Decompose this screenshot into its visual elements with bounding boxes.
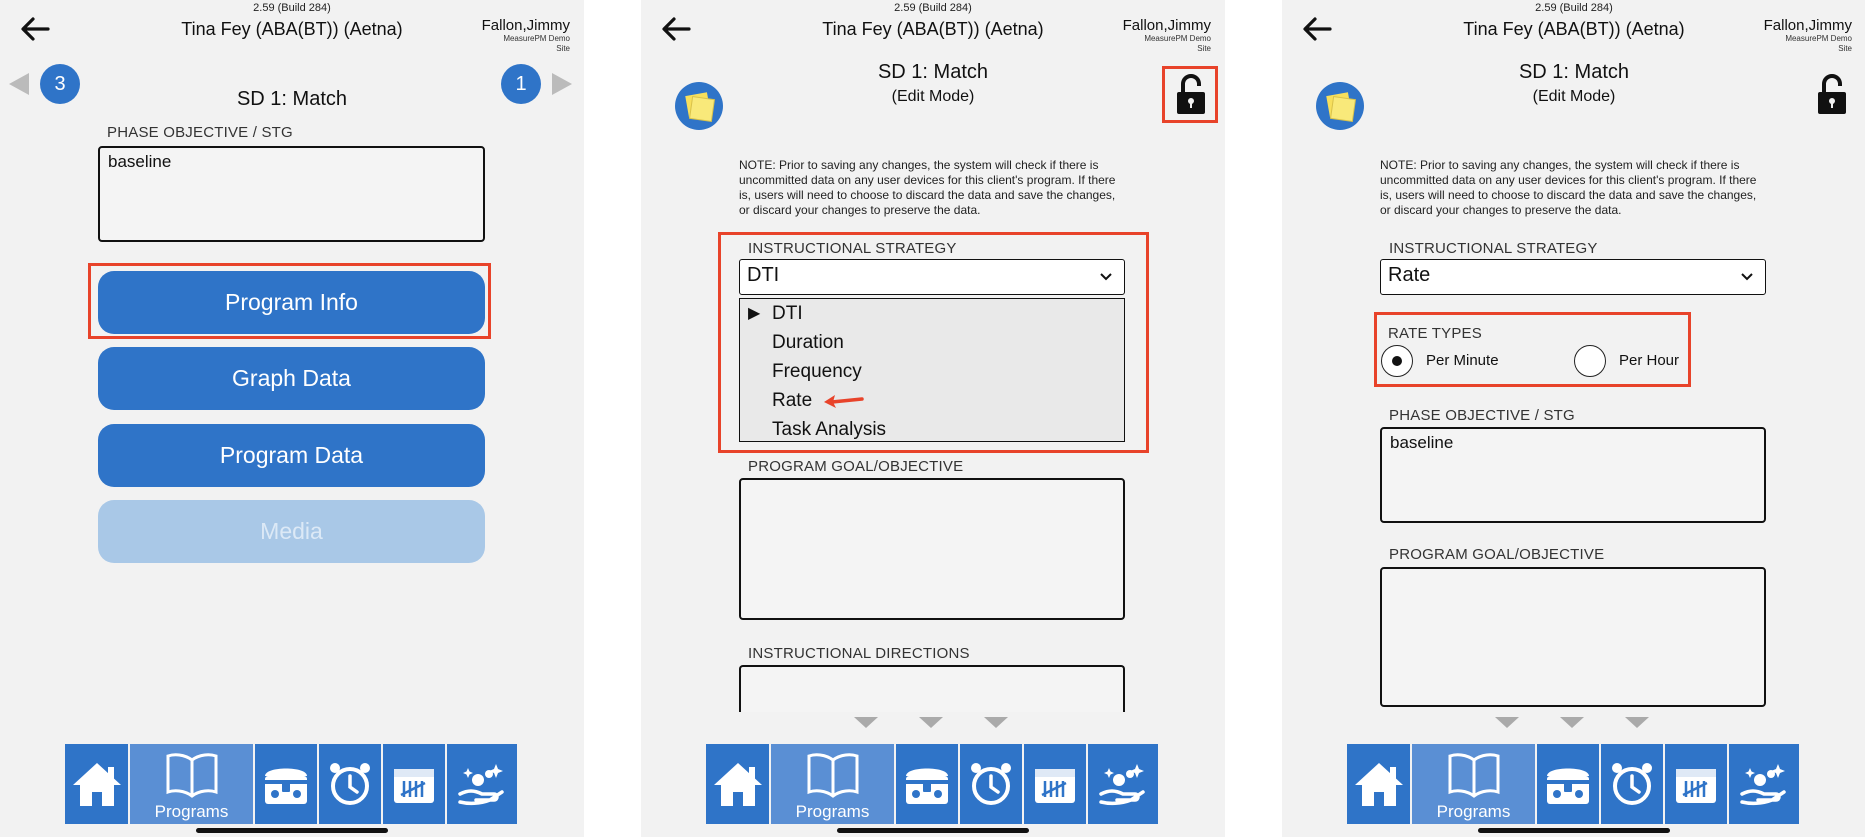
tab-timer[interactable] [960, 744, 1024, 824]
scroll-indicator [1560, 717, 1584, 728]
chevron-down-icon [1098, 268, 1114, 284]
tab-behavior[interactable] [1088, 744, 1158, 824]
option-frequency-label: Frequency [772, 361, 862, 382]
scroll-indicator [1495, 717, 1519, 728]
book-icon [1446, 752, 1502, 798]
home-icon [711, 759, 765, 809]
calendar-tally-icon [390, 761, 438, 807]
instructional-strategy-select[interactable] [739, 259, 1125, 295]
user-site: Site [1838, 44, 1852, 53]
save-note: NOTE: Prior to saving any changes, the system will check if there is uncommitted data on any user devices for this client's program. If there is, users will need to choose to discard the data and save the changes, or discard your changes to preserve the data. [1380, 158, 1757, 217]
home-indicator [1478, 828, 1670, 833]
per-hour-radio[interactable] [1574, 345, 1606, 377]
next-program-count[interactable]: 1 [501, 64, 541, 104]
bottom-tab-bar [706, 744, 1158, 824]
tab-home[interactable] [65, 744, 130, 824]
app-version: 2.59 (Build 284) [253, 2, 331, 14]
rate-types-label: RATE TYPES [1388, 325, 1482, 342]
edit-mode-label: (Edit Mode) [1532, 88, 1616, 105]
edit-mode-label: (Edit Mode) [891, 88, 975, 105]
alarm-clock-icon [967, 760, 1015, 808]
per-hour-label: Per Hour [1619, 352, 1680, 369]
alarm-clock-icon [1608, 760, 1656, 808]
phase-objective-field[interactable] [98, 146, 485, 242]
user-site: Site [1197, 44, 1211, 53]
instructional-directions-label: INSTRUCTIONAL DIRECTIONS [748, 645, 970, 662]
chevron-down-icon [1739, 268, 1755, 284]
phase-objective-value: baseline [1390, 433, 1454, 452]
calendar-tally-icon [1672, 761, 1720, 807]
hand-sparkles-icon [1738, 760, 1790, 808]
scroll-indicator [984, 717, 1008, 728]
scroll-indicator [1625, 717, 1649, 728]
option-duration-label: Duration [772, 332, 844, 353]
scroll-indicator [854, 717, 878, 728]
save-note: NOTE: Prior to saving any changes, the system will check if there is uncommitted data on any user devices for this client's program. If there is, users will need to choose to discard the data and save the changes, or discard your changes to preserve the data. [739, 158, 1116, 217]
program-goal-field[interactable] [1380, 567, 1766, 707]
phase-objective-field[interactable] [1380, 427, 1766, 523]
per-minute-label: Per Minute [1426, 352, 1499, 369]
book-icon [805, 752, 861, 798]
tab-home[interactable] [1347, 744, 1412, 824]
home-icon [70, 759, 124, 809]
unlock-icon[interactable] [1175, 74, 1207, 116]
hand-sparkles-icon [1097, 760, 1149, 808]
app-version: 2.59 (Build 284) [1535, 2, 1613, 14]
client-name: Tina Fey (ABA(BT)) (Aetna) [822, 19, 1044, 39]
user-org: MeasurePM Demo [1144, 34, 1211, 43]
program-goal-field[interactable] [739, 478, 1125, 620]
option-task-analysis[interactable] [740, 415, 1124, 444]
user-site: Site [556, 44, 570, 53]
graph-data-button[interactable]: Graph Data [98, 347, 485, 410]
media-button: Media [98, 500, 485, 563]
scroll-indicator [919, 717, 943, 728]
option-rate-label: Rate [772, 390, 813, 411]
treasure-chest-icon [902, 760, 952, 808]
tab-behavior[interactable] [447, 744, 517, 824]
option-rate[interactable] [740, 386, 1124, 415]
home-icon [1352, 759, 1406, 809]
phase-objective-label: PHASE OBJECTIVE / STG [1389, 407, 1575, 424]
bottom-tab-bar [1347, 744, 1799, 824]
treasure-chest-icon [261, 760, 311, 808]
client-name: Tina Fey (ABA(BT)) (Aetna) [181, 19, 403, 39]
strategy-options-list [739, 298, 1125, 442]
bottom-tab-bar [65, 744, 517, 824]
option-dti[interactable] [740, 299, 1124, 328]
user-name: Fallon,Jimmy [1122, 17, 1211, 34]
phase-objective-value: baseline [108, 152, 172, 171]
tab-calendar[interactable] [383, 744, 447, 824]
strategy-selected-value: DTI [747, 264, 780, 286]
program-goal-label: PROGRAM GOAL/OBJECTIVE [748, 458, 964, 475]
client-name: Tina Fey (ABA(BT)) (Aetna) [1463, 19, 1685, 39]
program-title: SD 1: Match [236, 88, 348, 110]
tab-programs-label: Programs [154, 802, 229, 821]
program-goal-label: PROGRAM GOAL/OBJECTIVE [1389, 546, 1605, 563]
tab-timer[interactable] [1601, 744, 1665, 824]
instructional-strategy-label: INSTRUCTIONAL STRATEGY [1389, 240, 1598, 257]
tab-rewards[interactable] [896, 744, 960, 824]
alarm-clock-icon [326, 760, 374, 808]
screen-edit-strategy-dropdown [641, 0, 1225, 837]
highlight-rate-types [1374, 312, 1691, 387]
tab-home[interactable] [706, 744, 771, 824]
user-info [1764, 17, 1852, 54]
user-info [482, 17, 570, 54]
user-org: MeasurePM Demo [503, 34, 570, 43]
option-duration[interactable] [740, 328, 1124, 357]
radio-selected-dot [1392, 356, 1402, 366]
program-title: SD 1: Match [877, 61, 989, 83]
app-version: 2.59 (Build 284) [894, 2, 972, 14]
pointer-arrow-icon [820, 391, 864, 411]
tab-rewards[interactable] [255, 744, 319, 824]
tab-behavior[interactable] [1729, 744, 1799, 824]
home-indicator [837, 828, 1029, 833]
treasure-chest-icon [1543, 760, 1593, 808]
tab-programs-label: Programs [1436, 802, 1511, 821]
option-task-analysis-label: Task Analysis [772, 419, 887, 440]
instructional-strategy-label: INSTRUCTIONAL STRATEGY [748, 240, 957, 257]
tab-programs-label: Programs [795, 802, 870, 821]
prev-program-count[interactable]: 3 [40, 64, 80, 104]
selected-marker-icon: ▶ [748, 305, 761, 322]
book-icon [164, 752, 220, 798]
user-info [1123, 17, 1211, 54]
phase-objective-label: PHASE OBJECTIVE / STG [107, 124, 293, 141]
user-name: Fallon,Jimmy [1763, 17, 1852, 34]
unlock-icon[interactable] [1816, 74, 1848, 116]
tab-calendar[interactable] [1665, 744, 1729, 824]
screen-program-menu [0, 0, 584, 837]
option-dti-label: DTI [772, 303, 803, 324]
option-frequency[interactable] [740, 357, 1124, 386]
tab-programs[interactable] [130, 744, 255, 824]
user-name: Fallon,Jimmy [481, 17, 570, 34]
tab-programs[interactable] [1412, 744, 1537, 824]
home-indicator [196, 828, 388, 833]
tab-calendar[interactable] [1024, 744, 1088, 824]
instructional-strategy-select[interactable] [1380, 259, 1766, 295]
screen-edit-rate-types [1282, 0, 1865, 837]
tab-timer[interactable] [319, 744, 383, 824]
tab-programs[interactable] [771, 744, 896, 824]
program-title: SD 1: Match [1518, 61, 1630, 83]
calendar-tally-icon [1031, 761, 1079, 807]
tab-rewards[interactable] [1537, 744, 1601, 824]
program-data-button[interactable]: Program Data [98, 424, 485, 487]
strategy-selected-value: Rate [1388, 264, 1431, 286]
hand-sparkles-icon [456, 760, 508, 808]
program-info-button[interactable]: Program Info [98, 271, 485, 334]
per-minute-radio[interactable] [1381, 345, 1413, 377]
user-org: MeasurePM Demo [1785, 34, 1852, 43]
